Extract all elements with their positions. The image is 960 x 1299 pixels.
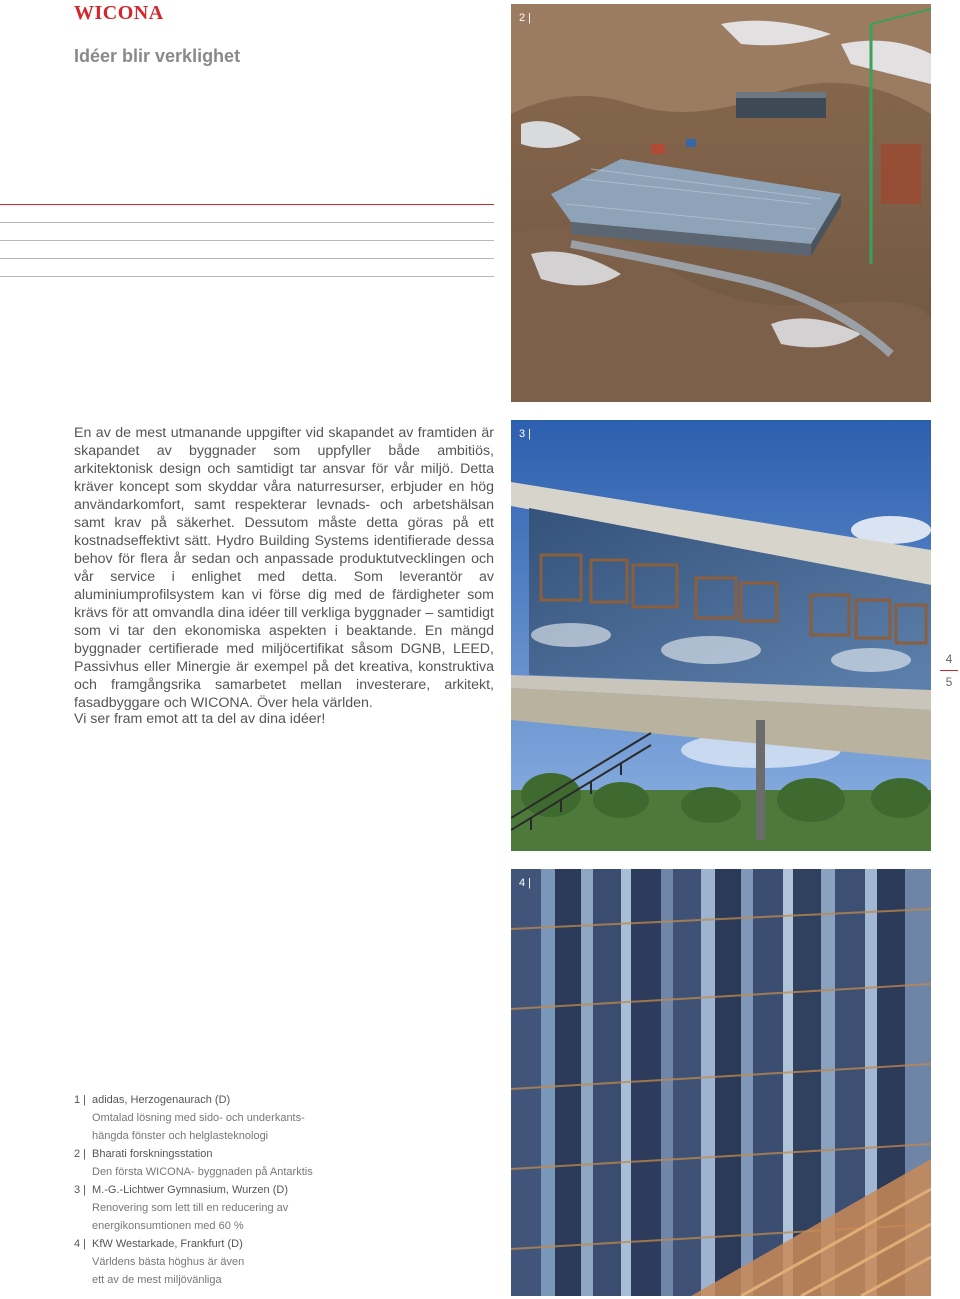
caption-title: adidas, Herzogenaurach (D) xyxy=(92,1094,231,1106)
photo-number-4: 4 | xyxy=(519,877,532,889)
photo-captions xyxy=(74,1091,313,1289)
caption-line: ett av de mest miljövänliga xyxy=(92,1274,222,1286)
caption-item xyxy=(74,1091,313,1145)
caption-item xyxy=(74,1235,313,1289)
photo-number-2: 2 | xyxy=(519,12,532,24)
caption-item xyxy=(74,1181,313,1235)
caption-number: 1 | xyxy=(74,1094,87,1106)
photo-glass-facade xyxy=(511,869,931,1296)
divider xyxy=(0,276,494,277)
divider-red xyxy=(0,204,494,205)
photo-school-building xyxy=(511,420,931,851)
page-number-right: 5 xyxy=(945,675,953,689)
page-title: Idéer blir verklighet xyxy=(74,46,241,66)
caption-title: KfW Westarkade, Frankfurt (D) xyxy=(92,1238,243,1250)
caption-title: Bharati forskningsstation xyxy=(92,1148,213,1160)
caption-number: 3 | xyxy=(74,1184,87,1196)
page-numbers xyxy=(938,652,960,689)
caption-line: Den första WICONA- byggnaden på Antarktis xyxy=(92,1166,313,1178)
caption-line: hängda fönster och helglasteknologi xyxy=(92,1130,269,1142)
page-number-divider xyxy=(940,670,958,671)
photo-research-station xyxy=(511,4,931,402)
divider xyxy=(0,222,494,223)
caption-line: Världens bästa höghus är även xyxy=(92,1256,245,1268)
caption-number: 4 | xyxy=(74,1238,87,1250)
body-paragraph: En av de mest utmanande uppgifter vid skapandet av framtiden är skapandet av byggnader som uppfyller både ambitiös, arkitektonisk design och samtidigt tar ansvar för vår miljö. Detta kräver koncept som skyddar våra naturresurser, erbjuder en hög användarkomfort, samt respekterar levnads- och arbetshälsan samt krav på säkerhet. Dessutom måste detta göras på ett kostnadseffektivt sätt. Hydro Building Systems identifierade dessa behov för flera år sedan och anpassade produktutvecklingen och vår service i enlighet med detta. Som leverantör av aluminiumprofilsystem kan vi förse dig med de färdigheter som krävs för att omvandla dina idéer till verkliga byggnader – samtidigt som vi tar den ekonomiska aspekten i beaktande. En mängd byggnader certifierade med miljöcertifikat såsom DGNB, LEED, Passivhus eller Minergie är exempel på det kreativa, konstruktiva och framgångsrika samarbetet mellan investerare, arkitekt, fasadbyggare och WICONA. Över hela världen. xyxy=(74,425,494,711)
page-number-left: 4 xyxy=(945,652,953,666)
divider xyxy=(0,258,494,259)
caption-number: 2 | xyxy=(74,1148,87,1160)
closing-line: Vi ser fram emot att ta del av dina idéer! xyxy=(74,711,326,727)
caption-line: Omtalad lösning med sido- och underkants- xyxy=(92,1112,305,1124)
caption-title: M.-G.-Lichtwer Gymnasium, Wurzen (D) xyxy=(92,1184,288,1196)
caption-line: energikonsumtionen med 60 % xyxy=(92,1220,244,1232)
divider xyxy=(0,240,494,241)
caption-line: Renovering som lett till en reducering av xyxy=(92,1202,289,1214)
caption-item xyxy=(74,1145,313,1181)
wicona-logo: WICONA xyxy=(74,2,164,24)
photo-number-3: 3 | xyxy=(519,428,532,440)
